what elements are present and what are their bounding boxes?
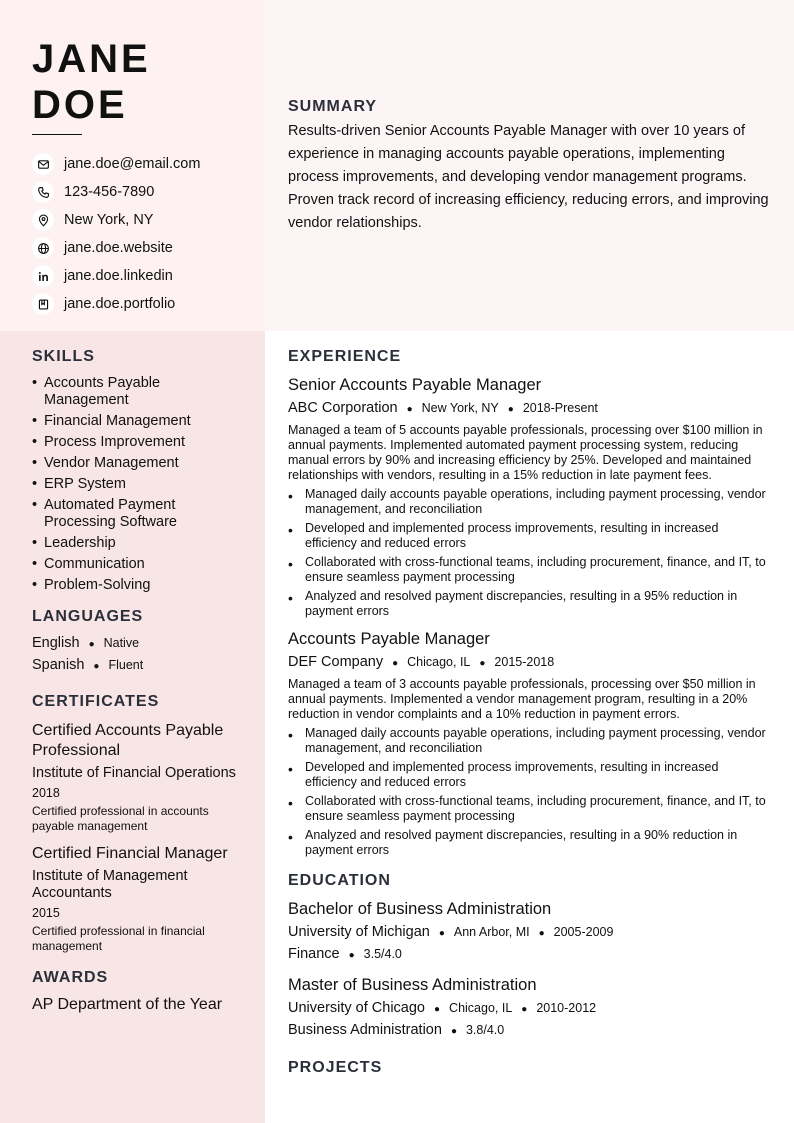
education-entry — [288, 899, 772, 965]
separator-dot: ● — [507, 404, 514, 415]
name-divider — [32, 134, 82, 135]
job-bullet: • Managed daily accounts payable operations, including payment processing, vendor management, and reconciliation — [288, 487, 772, 517]
contact-text: 123-456-7890 — [64, 184, 155, 200]
contact-phone[interactable] — [32, 178, 257, 206]
certificate-org: Institute of Financial Operations — [32, 765, 236, 781]
experience-title: EXPERIENCE — [288, 348, 402, 365]
school-name: University of Chicago — [288, 1000, 425, 1016]
skills-list — [32, 375, 247, 594]
skill-item: • Financial Management — [32, 413, 247, 430]
school-name: University of Michigan — [288, 924, 430, 940]
bookmark-icon — [32, 293, 54, 315]
field-of-study: Finance — [288, 946, 340, 962]
separator-dot: ● — [88, 639, 95, 650]
skill-item: • Leadership — [32, 535, 247, 552]
globe-icon — [32, 237, 54, 259]
separator-dot: ● — [93, 661, 100, 672]
job-bullets — [288, 487, 772, 619]
separator-dot: ● — [406, 404, 413, 415]
separator-dot: ● — [434, 1004, 441, 1015]
company-name: ABC Corporation — [288, 400, 398, 416]
certificates-title: CERTIFICATES — [32, 693, 160, 710]
field-of-study: Business Administration — [288, 1022, 442, 1038]
candidate-name — [32, 36, 151, 128]
job-meta — [288, 653, 772, 673]
projects-section — [288, 1059, 772, 1077]
last-name: DOE — [32, 83, 128, 127]
skills-section — [32, 348, 247, 594]
job-title: Senior Accounts Payable Manager — [288, 376, 542, 394]
gpa: 3.5/4.0 — [363, 947, 402, 961]
summary-text: Results-driven Senior Accounts Payable Manager with over 10 years of experience in managing accounts payable operations, implementing process improvements, and developing vendor management programs. Proven track record of increasing efficiency, reducing errors, and improving vendor relationships. — [288, 123, 769, 231]
education-meta — [288, 999, 772, 1019]
job-meta — [288, 399, 772, 419]
contact-text: jane.doe.portfolio — [64, 296, 176, 312]
education-field-row — [288, 1021, 772, 1041]
job-bullet: • Collaborated with cross-functional teams, including procurement, finance, and IT, to ensure seamless payment processing — [288, 794, 772, 824]
sidebar-content — [32, 348, 247, 1015]
awards-section — [32, 969, 247, 1015]
contact-location — [32, 206, 257, 234]
certificate-item — [32, 721, 247, 834]
separator-dot: ● — [450, 1026, 457, 1037]
education-field-row — [288, 945, 772, 965]
education-section — [288, 872, 772, 1041]
contact-portfolio[interactable] — [32, 290, 257, 318]
job-dates: 2018-Present — [522, 401, 598, 415]
separator-dot: ● — [479, 658, 486, 669]
job-bullet: • Collaborated with cross-functional teams, including procurement, finance, and IT, to ensure seamless payment processing — [288, 555, 772, 585]
certificate-item — [32, 844, 247, 954]
skill-item: • Automated Payment Processing Software — [32, 497, 247, 531]
skill-item: • Accounts Payable Management — [32, 375, 247, 409]
job-entry — [288, 375, 772, 619]
job-entry — [288, 629, 772, 858]
job-description: Managed a team of 5 accounts payable professionals, processing over $100 million in annual payments. Implemented automated payment processing system, reducing manual errors by 90% and increasing efficiency by 25%. Developed and maintained relationships with vendors, resulting in a 15% reduction in late payment fees. — [288, 423, 763, 482]
skills-title: SKILLS — [32, 348, 95, 365]
contact-text: jane.doe.website — [64, 240, 173, 256]
school-location: Chicago, IL — [449, 1001, 513, 1015]
projects-title: PROJECTS — [288, 1059, 383, 1076]
experience-section — [288, 348, 772, 858]
job-bullet: • Managed daily accounts payable operations, including payment processing, vendor management, and reconciliation — [288, 726, 772, 756]
skill-item: • Communication — [32, 556, 247, 573]
certificates-section — [32, 693, 247, 954]
separator-dot: ● — [438, 928, 445, 939]
mail-icon — [32, 153, 54, 175]
language-item — [32, 633, 247, 655]
certificate-desc: Certified professional in financial management — [32, 924, 205, 953]
contact-linkedin[interactable] — [32, 262, 257, 290]
contact-list — [32, 150, 257, 318]
certificate-year: 2018 — [32, 786, 60, 800]
skill-item: • ERP System — [32, 476, 247, 493]
awards-title: AWARDS — [32, 969, 109, 986]
separator-dot: ● — [348, 950, 355, 961]
award-item: AP Department of the Year — [32, 996, 223, 1013]
certificate-name: Certified Financial Manager — [32, 845, 228, 862]
job-bullet: • Analyzed and resolved payment discrepancies, resulting in a 95% reduction in payment errors — [288, 589, 772, 619]
job-location: New York, NY — [421, 401, 499, 415]
language-level: Native — [103, 636, 140, 650]
languages-section — [32, 608, 247, 677]
job-bullet: • Developed and implemented process improvements, resulting in increased efficiency and reduced errors — [288, 760, 772, 790]
gpa: 3.8/4.0 — [465, 1023, 505, 1037]
job-bullets — [288, 726, 772, 858]
job-bullet: • Developed and implemented process improvements, resulting in increased efficiency and reduced errors — [288, 521, 772, 551]
education-entry — [288, 975, 772, 1041]
job-location: Chicago, IL — [407, 655, 471, 669]
job-dates: 2015-2018 — [494, 655, 555, 669]
school-location: Ann Arbor, MI — [453, 925, 530, 939]
separator-dot: ● — [521, 1004, 528, 1015]
skill-item: • Problem-Solving — [32, 577, 247, 594]
education-dates: 2010-2012 — [536, 1001, 597, 1015]
contact-text: New York, NY — [64, 212, 154, 228]
language-name: Spanish — [32, 657, 85, 673]
language-item — [32, 655, 247, 677]
certificate-name: Certified Accounts Payable Professional — [32, 722, 224, 759]
job-description: Managed a team of 3 accounts payable professionals, processing over $50 million in annual payments. Implemented a vendor management program, resulting in a 20% reduction in vendor complaints and a 10% reduction in payment errors. — [288, 677, 756, 721]
phone-icon — [32, 181, 54, 203]
language-name: English — [32, 635, 80, 651]
skill-item: • Process Improvement — [32, 434, 247, 451]
education-dates: 2005-2009 — [553, 925, 614, 939]
education-title: EDUCATION — [288, 872, 391, 889]
location-pin-icon — [32, 209, 54, 231]
linkedin-icon — [32, 265, 54, 287]
languages-title: LANGUAGES — [32, 608, 144, 625]
degree-name: Master of Business Administration — [288, 976, 537, 994]
job-bullet: • Analyzed and resolved payment discrepancies, resulting in a 90% reduction in payment errors — [288, 828, 772, 858]
contact-text: jane.doe.linkedin — [64, 268, 173, 284]
certificate-year: 2015 — [32, 906, 60, 920]
contact-website[interactable] — [32, 234, 257, 262]
degree-name: Bachelor of Business Administration — [288, 900, 552, 918]
certificate-org: Institute of Management Accountants — [32, 868, 188, 901]
summary-section — [288, 98, 772, 235]
company-name: DEF Company — [288, 654, 384, 670]
job-title: Accounts Payable Manager — [288, 630, 490, 648]
first-name: JANE — [32, 37, 151, 81]
education-meta — [288, 923, 772, 943]
language-level: Fluent — [108, 658, 144, 672]
separator-dot: ● — [392, 658, 399, 669]
summary-title: SUMMARY — [288, 98, 378, 115]
contact-text: jane.doe@email.com — [64, 156, 201, 172]
main-content — [288, 348, 772, 1077]
skill-item: • Vendor Management — [32, 455, 247, 472]
certificate-desc: Certified professional in accounts payable management — [32, 804, 209, 833]
separator-dot: ● — [538, 928, 545, 939]
contact-email[interactable] — [32, 150, 257, 178]
